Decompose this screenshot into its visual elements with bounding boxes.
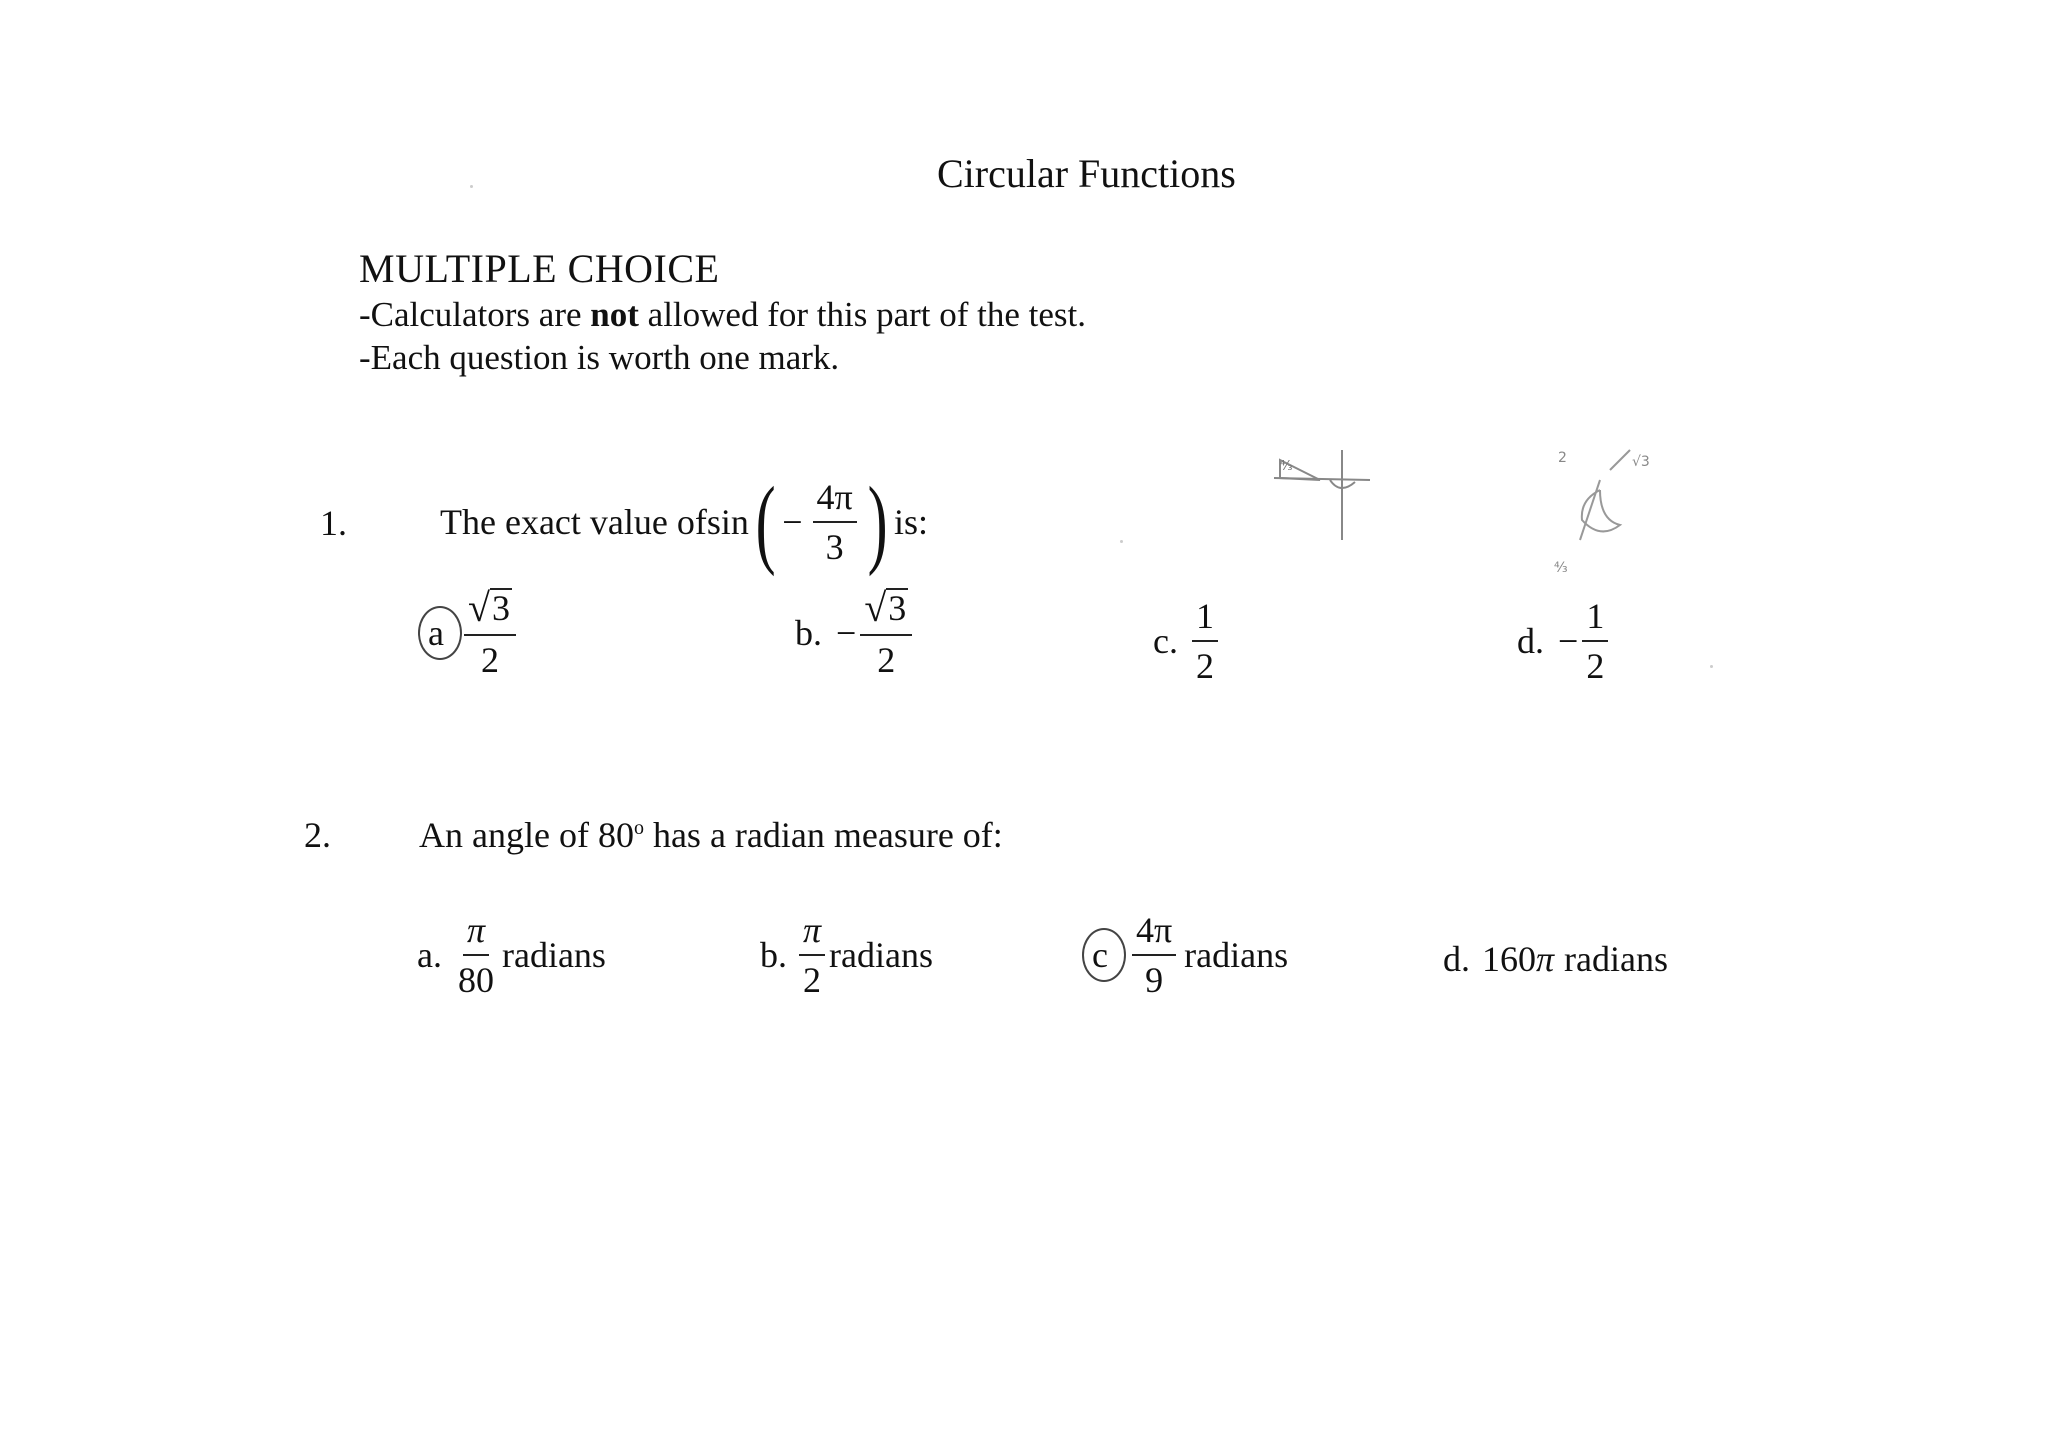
option-a-radicand: 3 — [491, 588, 510, 628]
right-paren: ) — [867, 466, 888, 577]
question-1-text-post: is: — [894, 502, 929, 542]
handwritten-sketch-2 — [1540, 440, 1670, 590]
question-1-number: 1. — [320, 503, 347, 543]
option-c-unit: radians — [1184, 935, 1289, 975]
question-2-text-pre: An angle of 80 — [419, 815, 634, 855]
option-c-denominator: 2 — [1195, 646, 1214, 686]
option-b-fraction — [799, 912, 825, 998]
option-b-denominator: 2 — [803, 960, 822, 1000]
option-a-fraction — [464, 585, 516, 680]
option-letter: d. — [1443, 939, 1470, 979]
option-a-fraction — [454, 912, 498, 998]
question-1-option-d[interactable] — [1517, 598, 1612, 684]
question-1-func: sin — [706, 502, 749, 542]
option-b-numerator: π — [799, 912, 825, 956]
question-1-option-a[interactable] — [428, 585, 520, 680]
sketch-1-label: ⁴⁄₃ — [1280, 459, 1293, 474]
degree-symbol: o — [633, 817, 644, 839]
question-1-arg-minus: − — [782, 502, 803, 542]
question-2-text-post: has a radian measure of: — [643, 815, 1003, 855]
question-2-option-c[interactable] — [1092, 912, 1288, 998]
handwritten-sketch-1 — [1260, 440, 1380, 550]
left-paren: ( — [755, 466, 776, 577]
option-b-unit: radians — [829, 935, 934, 975]
option-c-numerator: 1 — [1192, 598, 1218, 642]
question-2-option-d[interactable] — [1443, 938, 1668, 980]
sqrt-symbol: √ — [864, 585, 887, 630]
option-c-fraction — [1192, 598, 1218, 684]
question-1-arg-numerator: 4π — [813, 479, 857, 523]
option-b-sign: − — [836, 613, 857, 653]
scan-speck — [470, 185, 473, 188]
page-title: Circular Functions — [937, 151, 1236, 196]
option-d-sign: − — [1558, 621, 1579, 661]
instruction-calculators-pre: -Calculators are — [359, 295, 591, 334]
option-a-numerator — [464, 585, 516, 636]
option-letter: a. — [417, 935, 442, 975]
option-c-numerator: 4π — [1132, 912, 1176, 956]
option-letter: d. — [1517, 621, 1544, 661]
question-1-text-pre: The exact value of — [440, 502, 707, 542]
option-d-numerator: 1 — [1582, 598, 1608, 642]
option-letter-circled: a — [428, 613, 444, 653]
option-c-fraction — [1132, 912, 1176, 998]
option-a-numerator: π — [463, 912, 489, 956]
question-2-text — [419, 814, 1003, 856]
sqrt-symbol: √ — [467, 585, 490, 630]
scan-speck — [1120, 540, 1123, 543]
question-2-option-a[interactable] — [417, 912, 606, 998]
option-b-fraction — [860, 585, 912, 680]
option-d-pi: π — [1536, 939, 1555, 979]
question-2-option-b[interactable] — [760, 912, 933, 998]
question-1-arg-denominator: 3 — [825, 527, 844, 567]
option-d-value: 160 — [1482, 939, 1536, 979]
sketch-2-label-bot: ⁴⁄₃ — [1554, 560, 1568, 576]
option-letter: c. — [1153, 621, 1178, 661]
scan-speck — [1710, 665, 1713, 668]
instruction-calculators-bold: not — [590, 295, 639, 334]
option-a-denominator: 80 — [457, 960, 494, 1000]
question-1-option-b[interactable] — [795, 585, 916, 680]
section-heading: MULTIPLE CHOICE — [359, 246, 720, 291]
question-1-text — [440, 466, 929, 577]
option-d-denominator: 2 — [1586, 646, 1605, 686]
option-c-denominator: 9 — [1145, 960, 1164, 1000]
question-1-option-c[interactable] — [1153, 598, 1222, 684]
sketch-2-label-top: 2 — [1558, 450, 1567, 466]
option-b-denominator: 2 — [877, 640, 896, 680]
option-d-fraction — [1582, 598, 1608, 684]
instruction-calculators — [359, 295, 1086, 335]
option-d-unit: radians — [1564, 939, 1669, 979]
option-letter: b. — [795, 613, 822, 653]
sketch-2-label-mid: √3 — [1632, 454, 1650, 470]
question-2-number: 2. — [304, 815, 331, 855]
question-1-arg-fraction — [813, 479, 857, 565]
option-letter: b. — [760, 935, 787, 975]
option-a-unit: radians — [501, 935, 606, 975]
option-letter-circled: c — [1092, 935, 1108, 975]
instruction-calculators-post: allowed for this part of the test. — [638, 295, 1087, 334]
option-b-radicand: 3 — [888, 588, 907, 628]
option-b-numerator — [860, 585, 912, 636]
option-a-denominator: 2 — [480, 640, 499, 680]
instruction-marks: -Each question is worth one mark. — [359, 338, 840, 377]
